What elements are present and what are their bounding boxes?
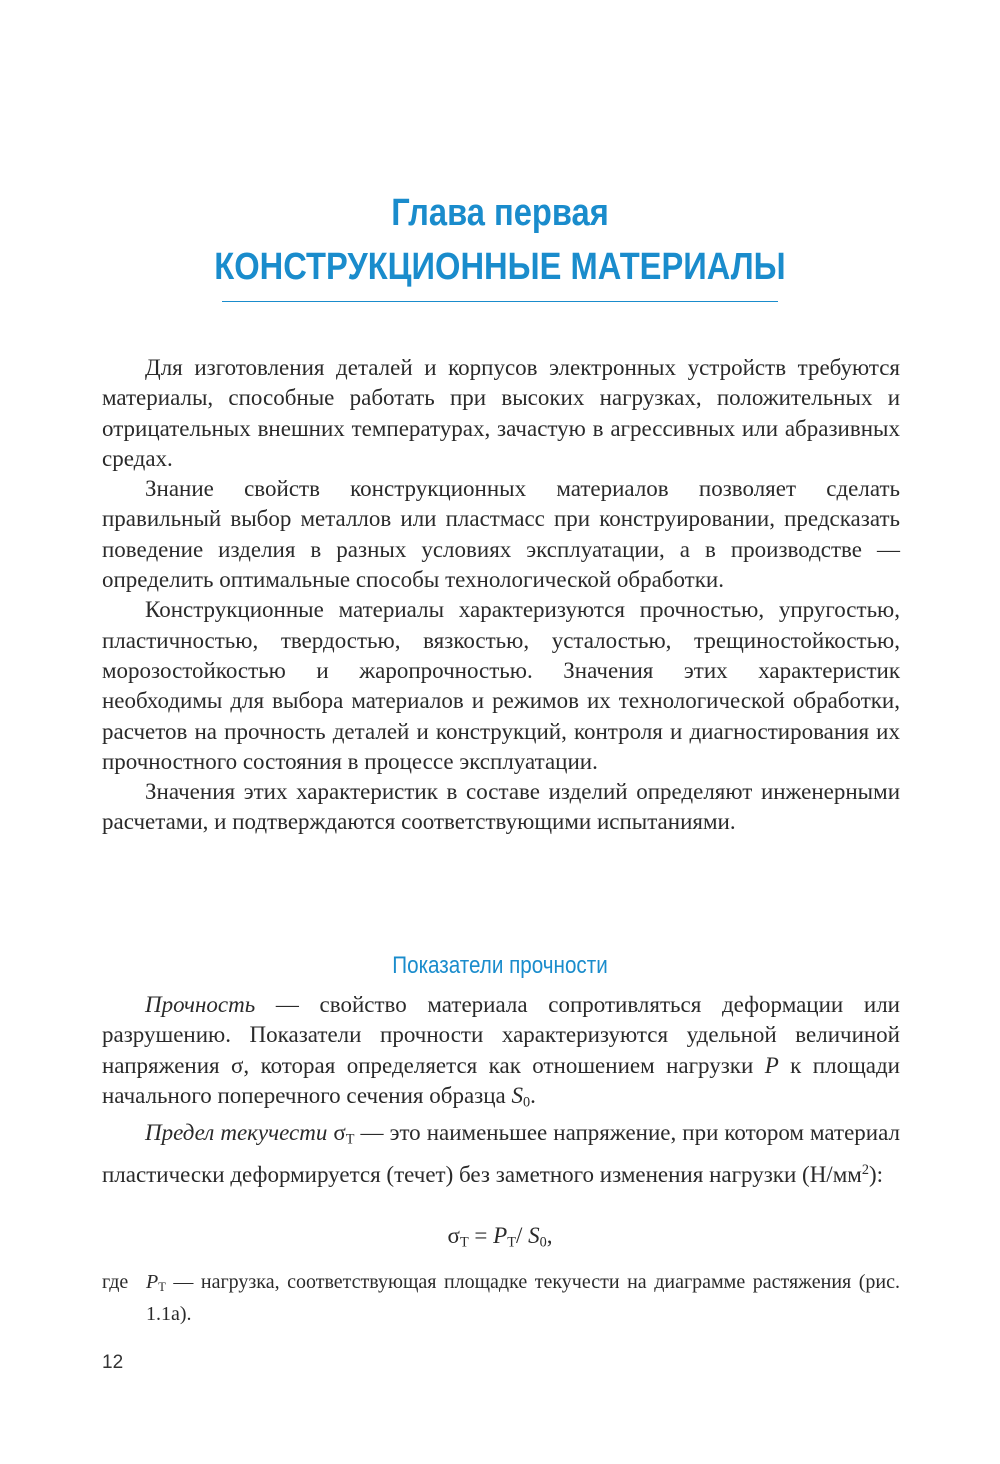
formula-equals: = xyxy=(468,1223,494,1248)
page-number: 12 xyxy=(102,1352,124,1373)
var-s: S xyxy=(511,1082,524,1108)
strength-term: Прочность xyxy=(145,992,256,1017)
formula-p-sub: Т xyxy=(507,1234,516,1251)
title-divider xyxy=(222,301,778,302)
where-var-sub: Т xyxy=(158,1280,166,1295)
yield-term: Предел текучести xyxy=(145,1119,328,1145)
yield-text: — это наименьшее напряжение, при котором материал пластически деформируется (течет) без заметного изменения нагрузки (Н/мм xyxy=(102,1119,900,1187)
strength-text-b: к площади начального поперечного сечения образца xyxy=(102,1052,900,1108)
strength-paragraph xyxy=(102,990,900,1118)
yield-formula xyxy=(0,1223,1000,1252)
var-p: P xyxy=(764,1052,779,1078)
chapter-label: Глава первая xyxy=(391,192,609,234)
intro-paragraph-4: Значения этих характеристик в составе изделий определяют инженерными расчетами, и подтверждаются соответствующими испытаниями. xyxy=(102,779,900,835)
strength-end: . xyxy=(530,1082,536,1108)
formula-sigma: σ xyxy=(447,1223,460,1248)
where-word: где xyxy=(102,1271,129,1293)
section-text xyxy=(102,990,900,1190)
formula-tail: , xyxy=(546,1223,553,1248)
yield-sigma: σ xyxy=(327,1119,346,1145)
section-heading: Показатели прочности xyxy=(392,952,608,979)
yield-sup: 2 xyxy=(861,1161,869,1178)
where-var: P xyxy=(146,1271,159,1293)
yield-paragraph xyxy=(102,1118,900,1190)
intro-text xyxy=(102,353,900,838)
formula-s-sub: 0 xyxy=(539,1234,547,1251)
chapter-title: КОНСТРУКЦИОННЫЕ МАТЕРИАЛЫ xyxy=(214,246,786,288)
where-text xyxy=(146,1269,900,1328)
intro-paragraph-2: Знание свойств конструкционных материалов позволяет сделать правильный выбор металлов или пластмасс при конструировании, предсказать поведение изделия в разных условиях эксплуатации, а в производстве — определить оптимальные способы технологической обработки. xyxy=(102,476,900,593)
intro-paragraph-1: Для изготовления деталей и корпусов электронных устройств требуются материалы, способные работать при высоких нагрузках, положительных и отрицательных внешних температурах, зачастую в агрессивных или абразивных средах. xyxy=(102,355,900,471)
intro-paragraph-3: Конструкционные материалы характеризуются прочностью, упругостью, пластичностью, твердостью, вязкостью, усталостью, трещиностойкостью, морозостойкостью и жаропрочностью. Значения этих характеристик необходимы для выбора материалов и режимов их технологической обработки, расчетов на прочность деталей и конструкций, контроля и диагностирования их прочностного состояния в процессе эксплуатации. xyxy=(102,597,900,774)
var-s-sub: 0 xyxy=(523,1094,531,1111)
formula-s: S xyxy=(528,1223,540,1248)
formula-p: P xyxy=(493,1223,508,1248)
where-description: — нагрузка, соответствующая площадке текучести на диаграмме растяжения (рис. 1.1а). xyxy=(146,1271,900,1326)
formula-slash: / xyxy=(515,1223,529,1248)
formula-sigma-sub: Т xyxy=(459,1234,469,1251)
yield-end: ): xyxy=(868,1161,883,1187)
yield-sigma-sub: Т xyxy=(345,1131,355,1148)
strength-text-a: — свойство материала сопротивляться деформации или разрушению. Показатели прочности характеризуются удельной величиной напряжения σ, которая определяется как отношением нагрузки xyxy=(102,992,900,1078)
formula-legend xyxy=(102,1269,900,1328)
